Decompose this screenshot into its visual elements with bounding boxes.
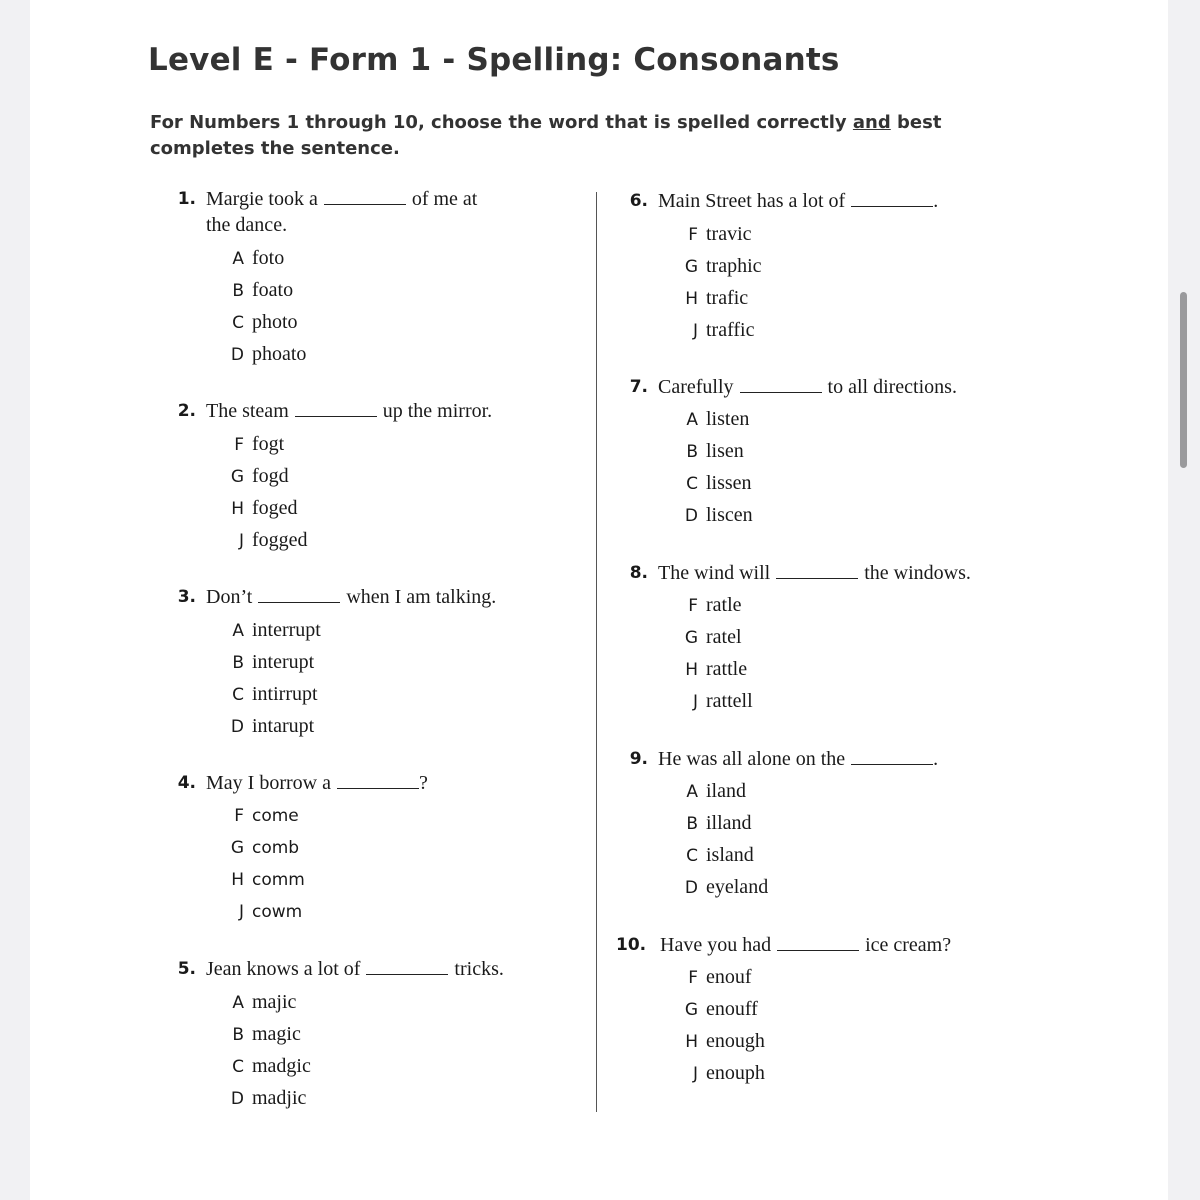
- answer-option-f[interactable]: [680, 589, 753, 621]
- option-letter: F: [234, 806, 244, 826]
- question-stem: [206, 956, 504, 982]
- answer-blank: [740, 378, 822, 393]
- stem-after-blank: ice cream?: [865, 934, 952, 956]
- option-text: comm: [252, 870, 305, 890]
- answer-option-f[interactable]: [226, 428, 308, 460]
- option-text: photo: [252, 311, 298, 333]
- question-number: 9.: [629, 749, 648, 769]
- option-letter: B: [686, 814, 698, 834]
- option-letter: H: [685, 660, 698, 680]
- answer-blank: [851, 192, 933, 207]
- option-text: traffic: [706, 319, 755, 341]
- answer-option-h[interactable]: [680, 282, 762, 314]
- question-number: 5.: [177, 959, 196, 979]
- answer-option-c[interactable]: [226, 1050, 311, 1082]
- option-letter: B: [232, 1025, 244, 1045]
- option-text: island: [706, 844, 754, 866]
- answer-option-h[interactable]: [680, 653, 753, 685]
- option-text: rattle: [706, 658, 748, 680]
- option-letter: F: [688, 968, 698, 988]
- question-number: 2.: [177, 401, 196, 421]
- answer-option-g[interactable]: [680, 621, 753, 653]
- answer-option-g[interactable]: [680, 993, 765, 1025]
- answer-option-h[interactable]: [226, 492, 308, 524]
- answer-blank: [295, 402, 377, 417]
- option-text: cowm: [252, 902, 303, 922]
- column-divider: [596, 192, 597, 1112]
- option-letter: J: [238, 902, 244, 922]
- option-text: traphic: [706, 255, 762, 277]
- stem-before-blank: Carefully: [658, 376, 734, 398]
- answer-option-a[interactable]: [226, 242, 306, 274]
- option-text: iland: [706, 780, 746, 802]
- option-letter: J: [692, 321, 698, 341]
- question-stem: [660, 932, 951, 958]
- answer-option-d[interactable]: [680, 499, 753, 531]
- stem-after-blank: of me at: [411, 188, 478, 210]
- stem-before-blank: May I borrow a: [206, 772, 331, 794]
- option-letter: J: [692, 1064, 698, 1084]
- answer-options: [680, 775, 768, 903]
- option-text: trafic: [706, 287, 749, 309]
- option-letter: D: [684, 878, 698, 898]
- answer-options: [680, 218, 762, 346]
- option-text: interrupt: [252, 619, 321, 641]
- question-number: 4.: [177, 773, 196, 793]
- answer-option-a[interactable]: [226, 986, 311, 1018]
- option-text: illand: [706, 812, 752, 834]
- question-stem: [206, 584, 496, 610]
- option-letter: G: [230, 838, 244, 858]
- answer-options: [226, 242, 306, 370]
- question-stem: [206, 186, 477, 238]
- answer-option-f[interactable]: [680, 961, 765, 993]
- answer-blank: [258, 588, 340, 603]
- option-letter: H: [231, 870, 244, 890]
- answer-option-j[interactable]: [226, 896, 305, 928]
- option-text: ratel: [706, 626, 742, 648]
- answer-options: [680, 589, 753, 717]
- stem-after-blank: up the mirror.: [382, 400, 493, 422]
- question-number: 6.: [629, 191, 648, 211]
- answer-blank: [324, 190, 406, 205]
- answer-option-b[interactable]: [226, 274, 306, 306]
- answer-blank: [851, 750, 933, 765]
- stem-before-blank: He was all alone on the: [658, 748, 846, 770]
- option-letter: C: [232, 685, 244, 705]
- answer-options: [226, 614, 321, 742]
- answer-blank: [366, 960, 448, 975]
- option-text: enough: [706, 1030, 765, 1052]
- option-letter: G: [684, 257, 698, 277]
- answer-option-j[interactable]: [680, 314, 762, 346]
- answer-option-j[interactable]: [680, 685, 753, 717]
- stem-continuation: the dance.: [206, 214, 288, 236]
- option-letter: C: [232, 313, 244, 333]
- scrollbar-thumb[interactable]: [1180, 292, 1187, 468]
- option-letter: C: [232, 1057, 244, 1077]
- option-letter: C: [686, 846, 698, 866]
- answer-options: [226, 986, 311, 1114]
- stem-before-blank: The steam: [206, 400, 289, 422]
- stem-before-blank: Have you had: [660, 934, 772, 956]
- answer-option-c[interactable]: [680, 467, 753, 499]
- answer-option-h[interactable]: [226, 864, 305, 896]
- option-text: lisen: [706, 440, 744, 462]
- stem-after-blank: when I am talking.: [346, 586, 497, 608]
- option-text: majic: [252, 991, 297, 1013]
- option-text: fogt: [252, 433, 285, 455]
- option-text: ratle: [706, 594, 742, 616]
- instructions: For Numbers 1 through 10, choose the word that is spelled correctly and best completes the sentence.: [150, 112, 942, 159]
- question-stem: [658, 560, 971, 586]
- option-text: interupt: [252, 651, 315, 673]
- option-text: foato: [252, 279, 294, 301]
- option-text: liscen: [706, 504, 753, 526]
- stem-before-blank: Don’t: [206, 586, 253, 608]
- stem-before-blank: Margie took a: [206, 188, 318, 210]
- answer-blank: [776, 564, 858, 579]
- scrollbar[interactable]: [1170, 0, 1200, 1200]
- option-text: foged: [252, 497, 298, 519]
- option-letter: C: [686, 474, 698, 494]
- answer-option-c[interactable]: [226, 306, 306, 338]
- answer-option-a[interactable]: [680, 403, 753, 435]
- answer-option-j[interactable]: [226, 524, 308, 556]
- option-text: come: [252, 806, 299, 826]
- option-text: enouf: [706, 966, 752, 988]
- option-letter: G: [684, 628, 698, 648]
- option-letter: H: [685, 289, 698, 309]
- option-text: lissen: [706, 472, 752, 494]
- option-letter: H: [231, 499, 244, 519]
- stem-after-blank: ?: [418, 772, 428, 794]
- option-letter: A: [686, 410, 698, 430]
- option-letter: H: [685, 1032, 698, 1052]
- answer-option-g[interactable]: [226, 832, 305, 864]
- answer-option-f[interactable]: [226, 800, 305, 832]
- answer-option-d[interactable]: [226, 338, 306, 370]
- option-text: fogged: [252, 529, 308, 551]
- answer-option-b[interactable]: [226, 646, 321, 678]
- option-text: comb: [252, 838, 300, 858]
- answer-blank: [777, 936, 859, 951]
- option-letter: D: [684, 506, 698, 526]
- answer-options: [680, 961, 765, 1089]
- answer-option-b[interactable]: [226, 1018, 311, 1050]
- option-letter: A: [686, 782, 698, 802]
- option-letter: A: [232, 621, 244, 641]
- answer-option-f[interactable]: [680, 218, 762, 250]
- option-letter: F: [688, 225, 698, 245]
- option-text: enouff: [706, 998, 758, 1020]
- stem-after-blank: the windows.: [864, 562, 971, 584]
- answer-option-d[interactable]: [226, 1082, 311, 1114]
- option-text: rattell: [706, 690, 753, 712]
- option-letter: A: [232, 993, 244, 1013]
- underlined-word: and: [852, 112, 891, 133]
- option-text: foto: [252, 247, 285, 269]
- answer-option-b[interactable]: [680, 435, 753, 467]
- answer-options: [226, 800, 305, 928]
- answer-options: [680, 403, 753, 531]
- question-number: 8.: [629, 563, 648, 583]
- answer-option-b[interactable]: [680, 807, 768, 839]
- option-text: madgic: [252, 1055, 311, 1077]
- page-title: Level E - Form 1 - Spelling: Consonants: [148, 42, 840, 78]
- answer-option-g[interactable]: [680, 250, 762, 282]
- option-text: fogd: [252, 465, 289, 487]
- option-text: listen: [706, 408, 750, 430]
- option-letter: D: [230, 717, 244, 737]
- stem-before-blank: Main Street has a lot of: [658, 190, 846, 212]
- answer-option-a[interactable]: [680, 775, 768, 807]
- question-stem: [206, 398, 492, 424]
- option-letter: B: [232, 281, 244, 301]
- answer-option-a[interactable]: [226, 614, 321, 646]
- option-text: madjic: [252, 1087, 307, 1109]
- question-number: 7.: [629, 377, 648, 397]
- option-letter: A: [232, 249, 244, 269]
- stem-before-blank: Jean knows a lot of: [206, 958, 361, 980]
- option-letter: F: [688, 596, 698, 616]
- stem-after-blank: to all directions.: [827, 376, 957, 398]
- option-text: travic: [706, 223, 752, 245]
- question-number: 10.: [616, 935, 647, 955]
- stem-after-blank: .: [933, 748, 939, 770]
- answer-options: [226, 428, 308, 556]
- question-stem: [658, 188, 938, 214]
- answer-blank: [337, 774, 419, 789]
- option-text: intarupt: [252, 715, 315, 737]
- question-number: 3.: [177, 587, 196, 607]
- option-letter: B: [232, 653, 244, 673]
- answer-option-d[interactable]: [680, 871, 768, 903]
- stem-before-blank: The wind will: [658, 562, 771, 584]
- answer-option-h[interactable]: [680, 1025, 765, 1057]
- question-stem: [658, 374, 957, 400]
- option-letter: G: [684, 1000, 698, 1020]
- option-letter: B: [686, 442, 698, 462]
- question-stem: [206, 770, 428, 796]
- answer-option-c[interactable]: [226, 678, 321, 710]
- option-text: enouph: [706, 1062, 765, 1084]
- answer-option-c[interactable]: [680, 839, 768, 871]
- option-letter: D: [230, 1089, 244, 1109]
- option-letter: F: [234, 435, 244, 455]
- document-page: [30, 0, 1168, 1200]
- option-text: eyeland: [706, 876, 769, 898]
- option-text: magic: [252, 1023, 301, 1045]
- stem-after-blank: .: [933, 190, 939, 212]
- question-number: 1.: [177, 189, 196, 209]
- stem-after-blank: tricks.: [454, 958, 504, 980]
- option-letter: J: [238, 531, 244, 551]
- option-text: phoato: [252, 343, 307, 365]
- option-text: intirrupt: [252, 683, 318, 705]
- option-letter: J: [692, 692, 698, 712]
- answer-option-d[interactable]: [226, 710, 321, 742]
- option-letter: G: [230, 467, 244, 487]
- question-stem: [658, 746, 938, 772]
- answer-option-g[interactable]: [226, 460, 308, 492]
- answer-option-j[interactable]: [680, 1057, 765, 1089]
- option-letter: D: [230, 345, 244, 365]
